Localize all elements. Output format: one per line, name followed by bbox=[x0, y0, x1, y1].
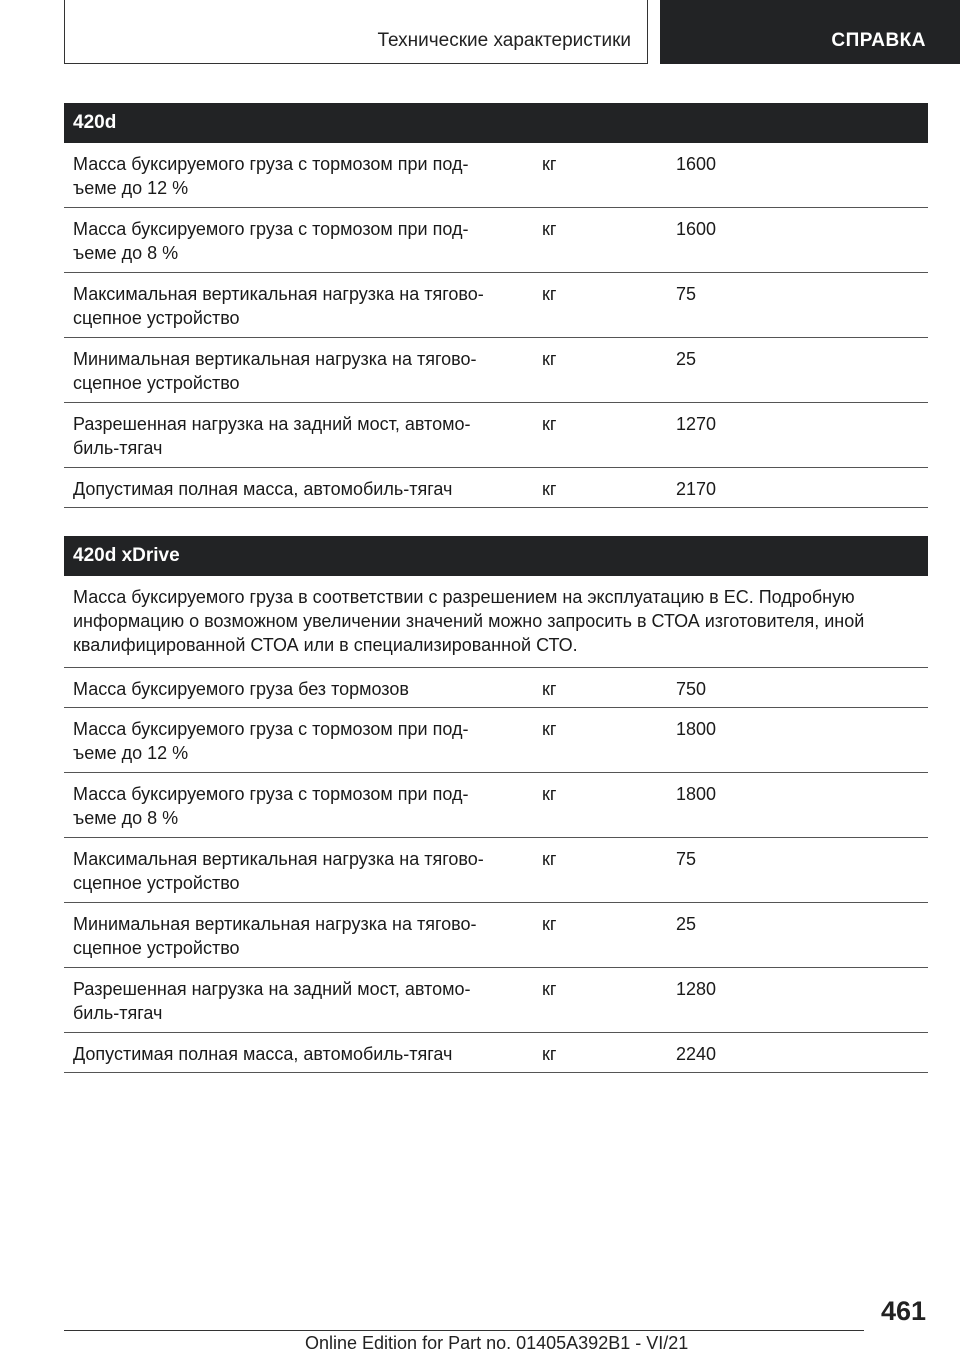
table-row bbox=[64, 668, 928, 708]
table-note: Масса буксируемого груза в соответствии с разрешением на эксплуатацию в ЕС. Подробную информацию о возможном увеличении значений можно запросить в СТОА изготовителя, иной квалифицированной СТОА или в специализированной СТО. bbox=[64, 576, 928, 668]
row-value: 75 bbox=[676, 849, 697, 869]
row-label: Масса буксируемого груза с тормозом при под- ъеме до 12 % bbox=[73, 719, 469, 763]
table-row bbox=[64, 208, 928, 273]
row-label: Максимальная вертикальная нагрузка на тягово- сцепное устройство bbox=[73, 849, 484, 893]
spec-table-420d bbox=[64, 103, 928, 508]
page-number: 461 bbox=[880, 1296, 926, 1326]
row-label: Разрешенная нагрузка на задний мост, автомо- биль-тягач bbox=[73, 414, 471, 458]
footer-divider bbox=[64, 1330, 864, 1331]
table-title: 420d xDrive bbox=[64, 536, 928, 576]
row-value: 750 bbox=[676, 679, 707, 699]
table-row bbox=[64, 273, 928, 338]
row-label: Допустимая полная масса, автомобиль-тягач bbox=[73, 479, 453, 499]
row-unit: кг bbox=[542, 284, 557, 304]
row-unit: кг bbox=[542, 479, 557, 499]
table-row bbox=[64, 903, 928, 968]
row-unit: кг bbox=[542, 979, 557, 999]
row-label: Допустимая полная масса, автомобиль-тягач bbox=[73, 1044, 453, 1064]
row-value: 25 bbox=[676, 349, 697, 369]
row-value: 25 bbox=[676, 914, 697, 934]
table-row bbox=[64, 708, 928, 773]
row-unit: кг bbox=[542, 784, 557, 804]
row-unit: кг bbox=[542, 719, 557, 739]
section-title: Технические характеристики bbox=[377, 30, 631, 51]
table-row bbox=[64, 468, 928, 508]
row-label: Максимальная вертикальная нагрузка на тягово- сцепное устройство bbox=[73, 284, 484, 328]
row-unit: кг bbox=[542, 849, 557, 869]
row-label: Масса буксируемого груза с тормозом при под- ъеме до 8 % bbox=[73, 784, 469, 828]
table-row bbox=[64, 773, 928, 838]
row-unit: кг bbox=[542, 219, 557, 239]
row-value: 1800 bbox=[676, 784, 717, 804]
table-row bbox=[64, 143, 928, 208]
row-unit: кг bbox=[542, 1044, 557, 1064]
row-value: 1270 bbox=[676, 414, 717, 434]
row-label: Масса буксируемого груза без тормозов bbox=[73, 679, 409, 699]
row-unit: кг bbox=[542, 679, 557, 699]
table-row bbox=[64, 1033, 928, 1073]
row-value: 1600 bbox=[676, 219, 717, 239]
row-value: 1800 bbox=[676, 719, 717, 739]
table-row bbox=[64, 838, 928, 903]
row-unit: кг bbox=[542, 154, 557, 174]
chapter-title: СПРАВКА bbox=[831, 30, 926, 51]
row-value: 1280 bbox=[676, 979, 717, 999]
edition-text: Online Edition for Part no. 01405A392B1 - VI/21 bbox=[305, 1333, 689, 1353]
table-row bbox=[64, 403, 928, 468]
row-label: Масса буксируемого груза с тормозом при под- ъеме до 8 % bbox=[73, 219, 469, 263]
table-row bbox=[64, 968, 928, 1033]
row-label: Разрешенная нагрузка на задний мост, автомо- биль-тягач bbox=[73, 979, 471, 1023]
row-value: 2170 bbox=[676, 479, 717, 499]
row-label: Минимальная вертикальная нагрузка на тягово- сцепное устройство bbox=[73, 349, 477, 393]
table-row bbox=[64, 338, 928, 403]
row-value: 1600 bbox=[676, 154, 717, 174]
header-section-box bbox=[64, 0, 648, 64]
row-unit: кг bbox=[542, 349, 557, 369]
row-unit: кг bbox=[542, 914, 557, 934]
header-chapter-box bbox=[660, 0, 960, 64]
row-value: 75 bbox=[676, 284, 697, 304]
row-value: 2240 bbox=[676, 1044, 717, 1064]
row-label: Минимальная вертикальная нагрузка на тягово- сцепное устройство bbox=[73, 914, 477, 958]
table-title: 420d bbox=[64, 103, 928, 143]
row-unit: кг bbox=[542, 414, 557, 434]
spec-table-420d-xdrive bbox=[64, 536, 928, 1073]
row-label: Масса буксируемого груза с тормозом при под- ъеме до 12 % bbox=[73, 154, 469, 198]
